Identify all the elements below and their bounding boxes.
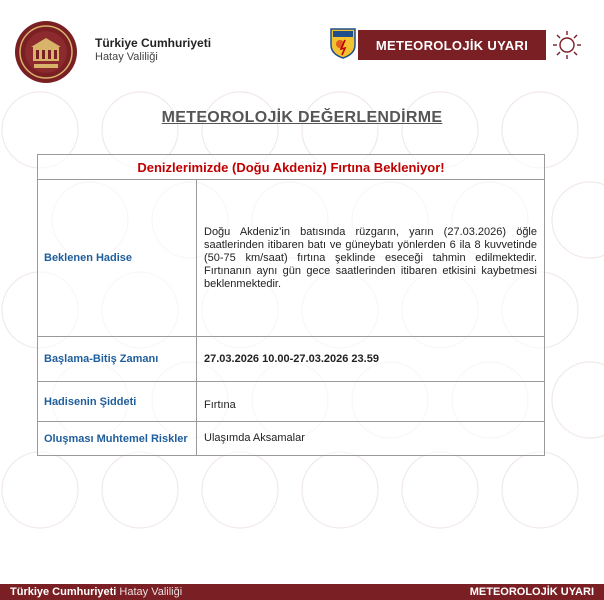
government-name: Türkiye Cumhuriyeti [95,36,212,50]
sun-icon [552,30,582,60]
table-headline: Denizlerimizde (Doğu Akdeniz) Fırtına Bekleniyor! [38,155,545,180]
footer-government: Türkiye Cumhuriyeti [10,586,117,598]
row-label: Oluşması Muhtemel Riskler [38,422,197,456]
row-label: Başlama-Bitiş Zamanı [38,337,197,382]
row-value: Fırtına [197,382,545,422]
governorship-seal-icon [14,20,78,84]
footer-left [10,586,182,598]
row-label: Hadisenin Şiddeti [38,382,197,422]
footer-warning-label: METEOROLOJİK UYARI [469,586,594,598]
table-headline-row [38,155,545,180]
table-row [38,180,545,337]
page-title: METEOROLOJİK DEĞERLENDİRME [161,109,443,126]
table-row [38,337,545,382]
header [0,0,604,92]
mgm-logo-icon [329,27,357,59]
row-value: Ulaşımda Aksamalar [197,422,545,456]
row-value: Doğu Akdeniz’in batısında rüzgarın, yarın (27.03.2026) öğle saatlerinden itibaren batı ve güneybatı yönlerden 6 ila 8 kuvvetinde (50-75 km/saat) fırtına şeklinde eseceği tahmin edilmektedir. Fırtınanın aynı gün gece saatlerinden itibaren etkisini kaybetmesi beklenmektedir. [197,180,545,337]
footer-governorship: Hatay Valiliği [119,586,183,598]
warning-table [37,154,545,456]
row-value: 27.03.2026 10.00-27.03.2026 23.59 [197,337,545,382]
governorship-name: Hatay Valiliği [95,51,158,63]
warning-banner: METEOROLOJİK UYARI [358,30,546,60]
table-row [38,382,545,422]
row-label: Beklenen Hadise [38,180,197,337]
footer [0,584,604,600]
table-row [38,422,545,456]
